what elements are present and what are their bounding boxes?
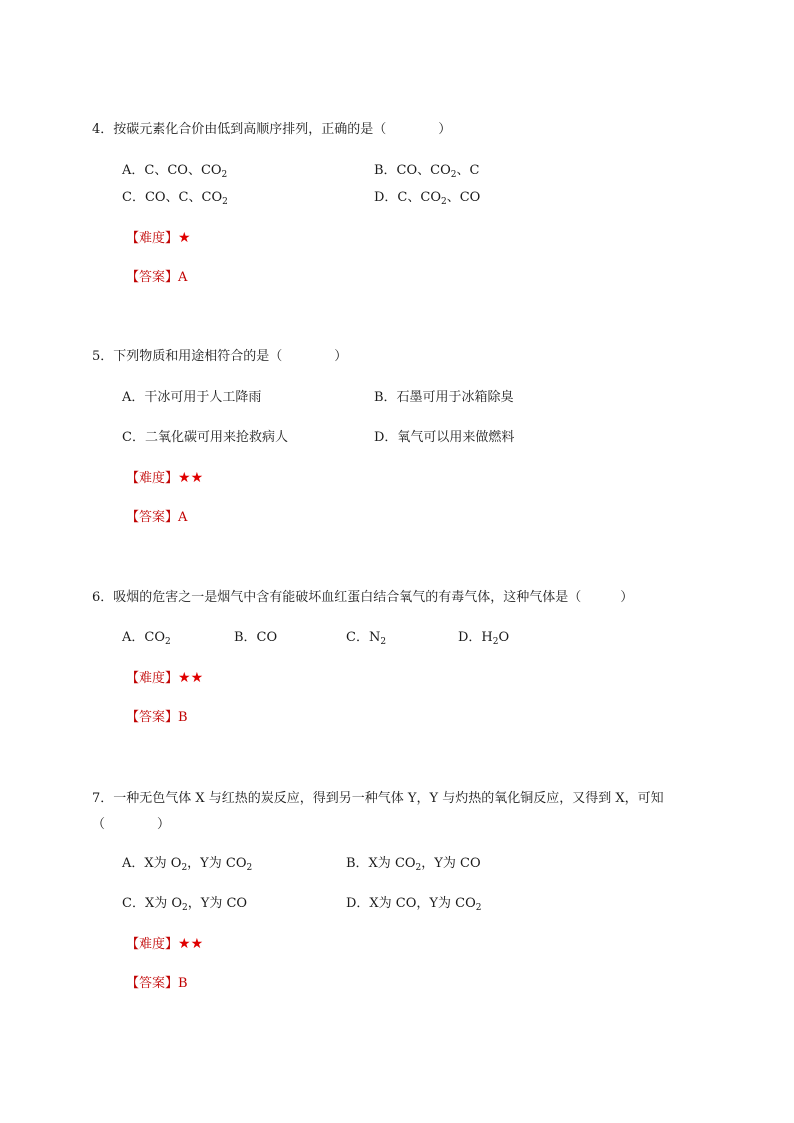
question-5 — [92, 345, 712, 369]
question-6 — [92, 586, 712, 610]
q4-option-c: C．CO、C、$CO_2$ — [122, 190, 228, 207]
question-6-stem: 6．吸烟的危害之一是烟气中含有能破坏血红蛋白结合氧气的有毒气体，这种气体是（ ） — [92, 590, 634, 605]
q7-option-b: B．X为 $CO_2$，Y为 CO — [346, 856, 481, 873]
q6-option-b: B．CO — [234, 630, 278, 645]
q6-difficulty: 【难度】★★ — [126, 670, 204, 686]
star-icon: ★★ — [178, 670, 204, 686]
q5-option-a: A．干冰可用于人工降雨 — [122, 390, 262, 405]
q6-option-d: D．$H_2O$ — [458, 630, 510, 647]
q5-option-d: D．氧气可以用来做燃料 — [374, 430, 515, 445]
q4-option-a: A．C、CO、$CO_2$ — [122, 163, 228, 180]
q4-option-b: B．CO、$CO_2$、C — [374, 163, 480, 180]
q4-answer: 【答案】A — [126, 270, 188, 285]
q6-option-c: C．$N_2$ — [346, 630, 387, 647]
q7-option-d: D．X为 CO，Y为 $CO_2$ — [346, 896, 482, 913]
q4-difficulty: 【难度】★ — [126, 230, 191, 246]
question-7 — [92, 786, 702, 838]
question-4 — [92, 118, 712, 142]
q5-answer: 【答案】A — [126, 510, 188, 525]
q7-option-a: A．X为 $O_2$，Y为 $CO_2$ — [122, 856, 253, 873]
q4-option-d: D．C、$CO_2$、CO — [374, 190, 481, 207]
q5-option-b: B．石墨可用于冰箱除臭 — [374, 390, 514, 405]
q7-option-c: C．X为 $O_2$，Y为 CO — [122, 896, 248, 913]
star-icon: ★★ — [178, 470, 204, 486]
q6-answer: 【答案】B — [126, 710, 188, 725]
question-7-stem: 7．一种无色气体 X 与红热的炭反应，得到另一种气体 Y，Y 与灼热的氧化铜反应，又得到 X，可知（ ） — [92, 791, 664, 832]
question-5-stem: 5．下列物质和用途相符合的是（ ） — [92, 349, 348, 364]
star-icon: ★★ — [178, 936, 204, 952]
question-4-stem: 4．按碳元素化合价由低到高顺序排列，正确的是（ ） — [92, 122, 452, 137]
star-icon: ★ — [178, 230, 191, 246]
q7-difficulty: 【难度】★★ — [126, 936, 204, 952]
q7-answer: 【答案】B — [126, 976, 188, 991]
q5-option-c: C．二氧化碳可用来抢救病人 — [122, 430, 288, 445]
q6-option-a: A．$CO_2$ — [122, 630, 171, 647]
q5-difficulty: 【难度】★★ — [126, 470, 204, 486]
